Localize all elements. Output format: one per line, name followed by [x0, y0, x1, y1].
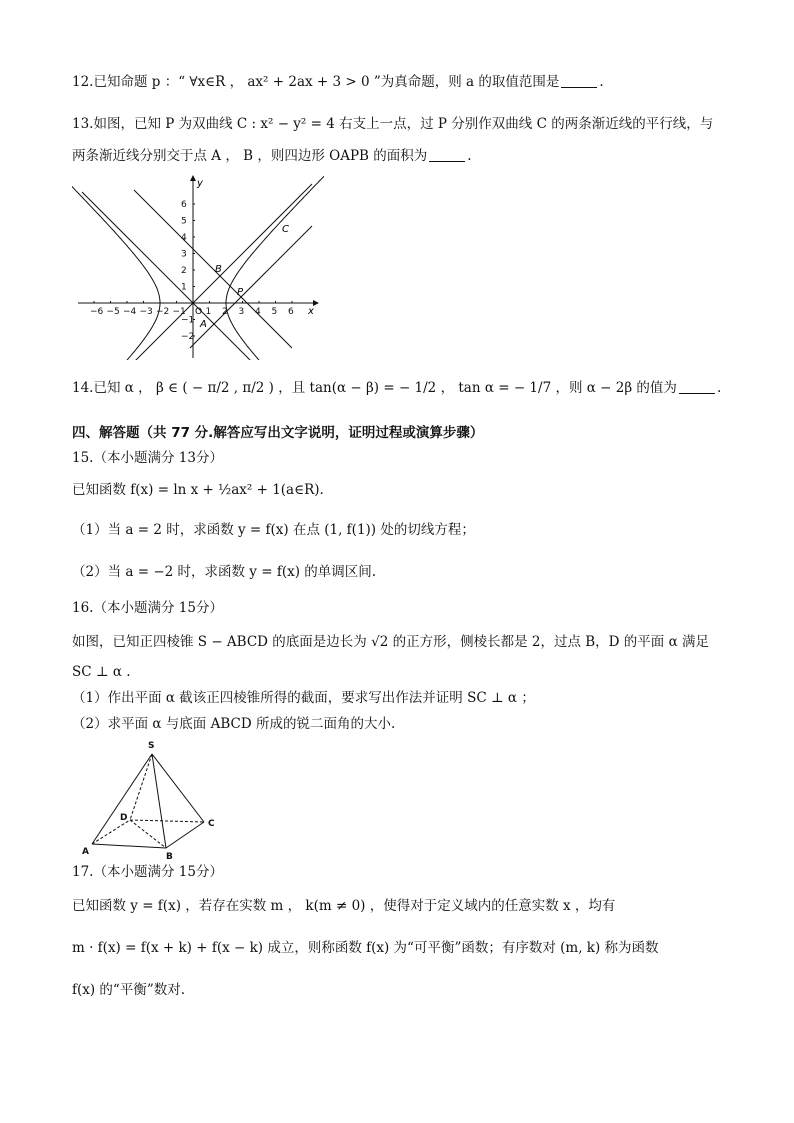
y-tick-label: 6	[181, 200, 187, 210]
q16-part2: （2）求平面 α 与底面 ABCD 所成的锐二面角的大小.	[72, 716, 396, 732]
curve-label-c: C	[282, 224, 289, 235]
edge-db	[130, 820, 166, 848]
vertex-s: S	[148, 741, 155, 751]
question-12	[72, 72, 604, 92]
q13-text: 两条渐近线分别交于点 A ， B ，则四边形 OAPB 的面积为	[72, 148, 428, 164]
hyperbola-left-branch	[72, 170, 160, 360]
question-13-line1: 13.如图，已知 P 为双曲线 C : x² − y² = 4 右支上一点，过 P 分别作双曲线 C 的两条渐近线的平行线，与	[72, 116, 714, 132]
q15-stem: 已知函数 f(x) = ln x + ½ax² + 1(a∈R).	[72, 482, 324, 498]
q17-line2: m · f(x) = f(x + k) + f(x − k) 成立，则称函数 f(x) 为“可平衡”函数；有序数对 (m, k) 称为函数	[72, 940, 659, 956]
y-tick-label: −1	[181, 315, 195, 326]
edge-ab	[92, 844, 166, 848]
x-tick-label: −2	[156, 307, 170, 317]
y-tick-label: 4	[181, 233, 187, 243]
vertex-d: D	[120, 813, 128, 823]
x-tick-label: −5	[106, 307, 120, 317]
point-label-p: P	[237, 287, 244, 298]
q12-tail: .	[599, 74, 604, 90]
q15-part2: （2）当 a = −2 时，求函数 y = f(x) 的单调区间.	[72, 564, 377, 580]
x-tick-label: −1	[172, 307, 186, 317]
section-heading: 四、解答题（共 77 分.解答应写出文字说明，证明过程或演算步骤）	[72, 425, 484, 441]
q16-stem1: 如图，已知正四棱锥 S − ABCD 的底面是边长为 √2 的正方形，侧棱长都是 2，过点 B，D 的平面 α 满足	[72, 634, 709, 650]
q13-tail: .	[467, 148, 472, 164]
q16-title: 16.（本小题满分 15分）	[72, 600, 223, 616]
q14-tail: .	[716, 380, 722, 396]
edge-sd	[130, 754, 152, 820]
y-axis-label: y	[197, 178, 203, 189]
q17-line1: 已知函数 y = f(x) ，若存在实数 m ， k(m ≠ 0) ，使得对于定义域内的任意实数 x ，均有	[72, 898, 616, 914]
x-tick-label: −4	[123, 307, 137, 317]
x-tick-label: 6	[288, 307, 294, 317]
question-13-line2	[72, 146, 472, 166]
y-tick-label: 5	[181, 216, 187, 227]
asymptote-y-eq-neg-x	[82, 192, 312, 360]
pyramid-figure	[80, 736, 230, 862]
edge-dc	[130, 820, 204, 822]
vertex-b: B	[166, 852, 173, 862]
q16-stem2: SC ⊥ α .	[72, 664, 131, 680]
q14-text: 14.已知 α ， β ∈ ( − π/2 , π/2 ) ，且 tan(α − β) = − 1/2 ， tan α = − 1/7 ，则 α − 2β 的值为	[72, 380, 677, 396]
y-tick-label: 3	[181, 249, 187, 260]
q16-part1: （1）作出平面 α 截该正四棱锥所得的截面，要求写出作法并证明 SC ⊥ α ；	[72, 690, 535, 706]
vertex-c: C	[208, 819, 215, 829]
origin-label: O	[195, 307, 203, 317]
answer-blank	[429, 147, 465, 162]
question-14	[72, 378, 721, 398]
hyperbola-figure	[72, 170, 324, 360]
edge-ad	[92, 820, 130, 844]
point-label-a: A	[200, 319, 207, 330]
x-tick-label: 4	[255, 307, 261, 317]
x-axis-label: x	[308, 306, 314, 317]
answer-blank	[679, 379, 715, 394]
x-tick-label: −6	[90, 307, 104, 317]
edge-sb	[152, 754, 166, 848]
q17-title: 17.（本小题满分 15分）	[72, 864, 223, 880]
q17-line3: f(x) 的“平衡”数对.	[72, 982, 186, 998]
q15-part1: （1）当 a = 2 时，求函数 y = f(x) 在点 (1, f(1)) 处的切线方程；	[72, 522, 475, 538]
q15-title: 15.（本小题满分 13分）	[72, 450, 223, 466]
vertex-a: A	[82, 847, 89, 857]
y-tick-label: 1	[181, 282, 187, 293]
answer-blank	[561, 73, 597, 88]
x-tick-label: 1	[205, 307, 212, 317]
edge-bc	[166, 822, 204, 848]
edge-sc	[152, 754, 204, 822]
x-tick-label: 3	[238, 307, 245, 317]
y-tick-label: 2	[181, 266, 187, 276]
x-tick-label: 2	[222, 307, 228, 317]
x-tick-label: 5	[271, 307, 278, 317]
y-tick-label: −2	[181, 332, 195, 342]
point-label-b: B	[215, 264, 222, 275]
q12-text: 12.已知命题 p ：“ ∀x∈R ， ax² + 2ax + 3 > 0 ”为真命题，则 a 的取值范围是	[72, 74, 560, 90]
x-tick-label: −3	[139, 307, 153, 317]
